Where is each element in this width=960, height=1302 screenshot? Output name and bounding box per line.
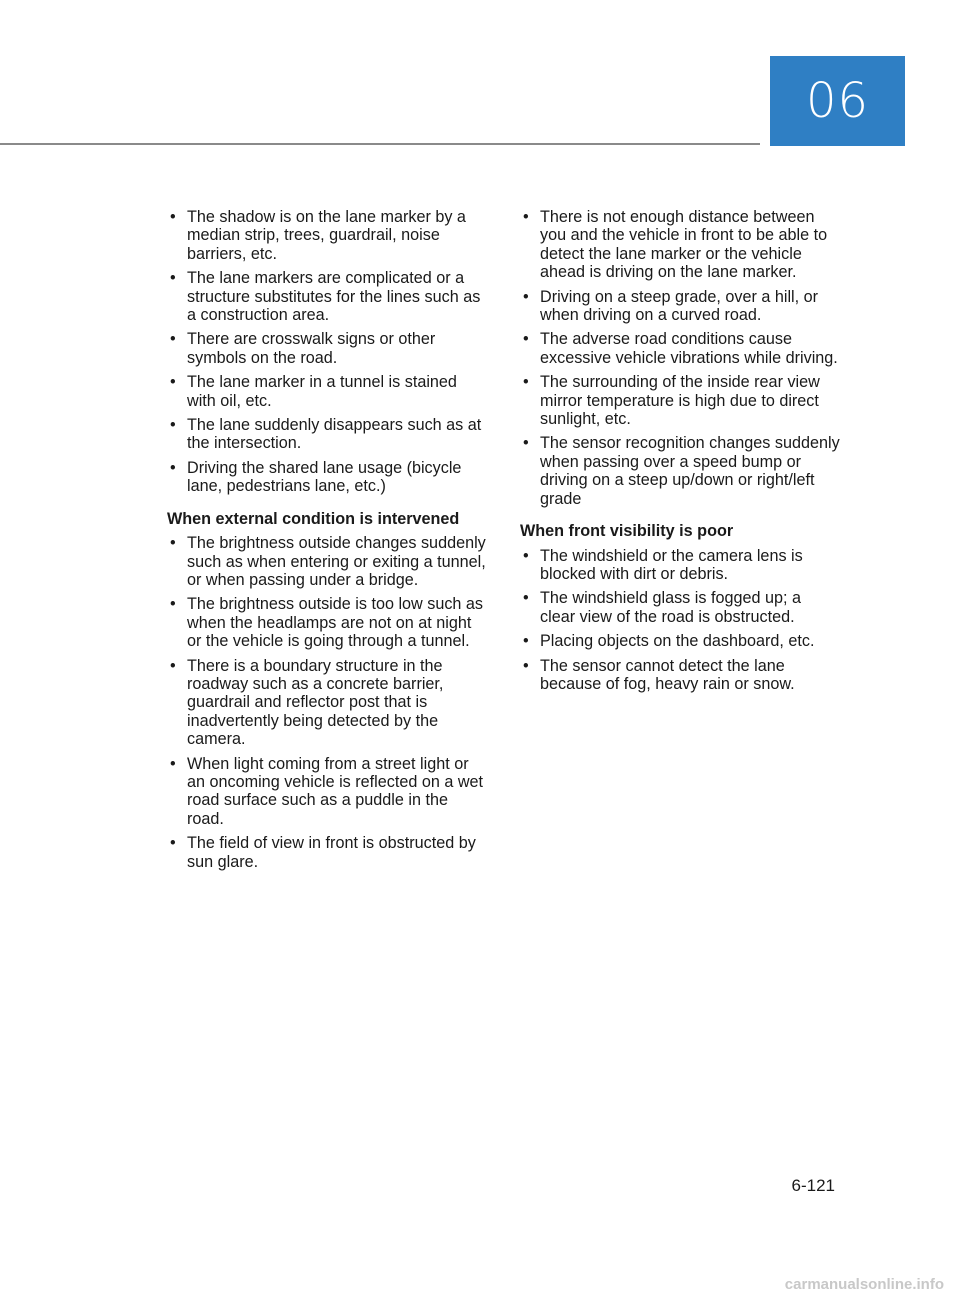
- bullet-icon: •: [170, 416, 176, 435]
- list-item: [520, 208, 840, 282]
- list-item-text: When light coming from a street light or an oncoming vehicle is reflected on a wet road surface such as a puddle in the road.: [187, 754, 484, 828]
- list-item-text: The sensor cannot detect the lane because of fog, heavy rain or snow.: [540, 656, 795, 693]
- list-item-text: The shadow is on the lane marker by a median strip, trees, guardrail, noise barriers, etc.: [187, 208, 466, 263]
- bullet-icon: •: [523, 589, 529, 608]
- bullet-icon: •: [170, 595, 176, 614]
- list-item: [167, 755, 487, 829]
- right-section-list: [520, 547, 840, 694]
- bullet-icon: •: [170, 373, 176, 392]
- list-item-text: There is a boundary structure in the roadway such as a concrete barrier, guardrail and reflector post that is inadvertently being detected by the camera.: [187, 656, 444, 749]
- list-item-text: The brightness outside changes suddenly such as when entering or exiting a tunnel, or when passing under a bridge.: [187, 534, 486, 589]
- bullet-icon: •: [170, 269, 176, 288]
- list-item-text: The lane suddenly disappears such as at the intersection.: [187, 416, 482, 453]
- list-item: [520, 373, 840, 428]
- bullet-icon: •: [170, 656, 176, 675]
- list-item: [167, 373, 487, 410]
- left-intro-list: [167, 208, 487, 496]
- list-item-text: The adverse road conditions cause excessive vehicle vibrations while driving.: [540, 330, 838, 367]
- right-column: [520, 208, 840, 699]
- list-item: [520, 547, 840, 584]
- list-item-text: The brightness outside is too low such as when the headlamps are not on at night or the vehicle is going through a tunnel.: [187, 595, 484, 651]
- list-item: [520, 330, 840, 367]
- list-item: [520, 589, 840, 626]
- bullet-icon: •: [523, 656, 529, 675]
- list-item-text: The windshield glass is fogged up; a clear view of the road is obstructed.: [540, 589, 801, 626]
- list-item: [167, 534, 487, 589]
- list-item-text: The field of view in front is obstructed by sun glare.: [187, 834, 476, 871]
- bullet-icon: •: [523, 434, 529, 453]
- watermark: carmanualsonline.info: [784, 1276, 944, 1293]
- list-item-text: Driving the shared lane usage (bicycle lane, pedestrians lane, etc.): [187, 458, 462, 496]
- page-number: 6-121: [791, 1176, 835, 1195]
- list-item: [167, 595, 487, 650]
- bullet-icon: •: [523, 330, 529, 349]
- list-item: [167, 834, 487, 871]
- list-item-text: Placing objects on the dashboard, etc.: [540, 632, 815, 651]
- list-item: [167, 416, 487, 453]
- list-item: [167, 269, 487, 324]
- right-intro-list: [520, 208, 840, 508]
- list-item: [167, 459, 487, 496]
- left-column: [167, 208, 487, 877]
- list-item: [520, 657, 840, 694]
- list-item-text: There is not enough distance between you and the vehicle in front to be able to detect the lane marker or the vehicle ahead is driving on the lane marker.: [540, 208, 828, 282]
- left-section-list: [167, 534, 487, 871]
- chapter-number: 06: [805, 73, 870, 129]
- list-item-text: Driving on a steep grade, over a hill, or when driving on a curved road.: [540, 287, 819, 325]
- section-heading-front-visibility: When front visibility is poor: [520, 522, 734, 541]
- list-item: [167, 657, 487, 749]
- bullet-icon: •: [170, 208, 176, 226]
- bullet-icon: •: [170, 330, 176, 349]
- bullet-icon: •: [523, 373, 529, 392]
- list-item: [167, 330, 487, 367]
- list-item-text: The lane marker in a tunnel is stained with oil, etc.: [187, 373, 457, 410]
- list-item-text: The lane markers are complicated or a structure substitutes for the lines such as a construction area.: [187, 269, 481, 325]
- list-item: [520, 632, 840, 650]
- bullet-icon: •: [523, 287, 529, 306]
- bullet-icon: •: [170, 458, 176, 477]
- bullet-icon: •: [523, 632, 529, 651]
- bullet-icon: •: [523, 208, 529, 226]
- list-item: [167, 208, 487, 263]
- header-rule: [0, 143, 760, 145]
- bullet-icon: •: [523, 546, 529, 565]
- list-item: [520, 434, 840, 508]
- chapter-tab: [770, 56, 905, 146]
- bullet-icon: •: [170, 754, 176, 773]
- bullet-icon: •: [170, 534, 176, 553]
- list-item-text: The surrounding of the inside rear view mirror temperature is high due to direct sunlight, etc.: [540, 373, 820, 429]
- section-heading-external-condition: When external condition is intervened: [167, 509, 460, 528]
- list-item-text: The windshield or the camera lens is blocked with dirt or debris.: [540, 546, 803, 583]
- bullet-icon: •: [170, 834, 176, 853]
- list-item-text: The sensor recognition changes suddenly when passing over a speed bump or driving on a steep up/down or right/left grade: [540, 434, 840, 508]
- list-item: [520, 288, 840, 325]
- list-item-text: There are crosswalk signs or other symbols on the road.: [187, 330, 436, 367]
